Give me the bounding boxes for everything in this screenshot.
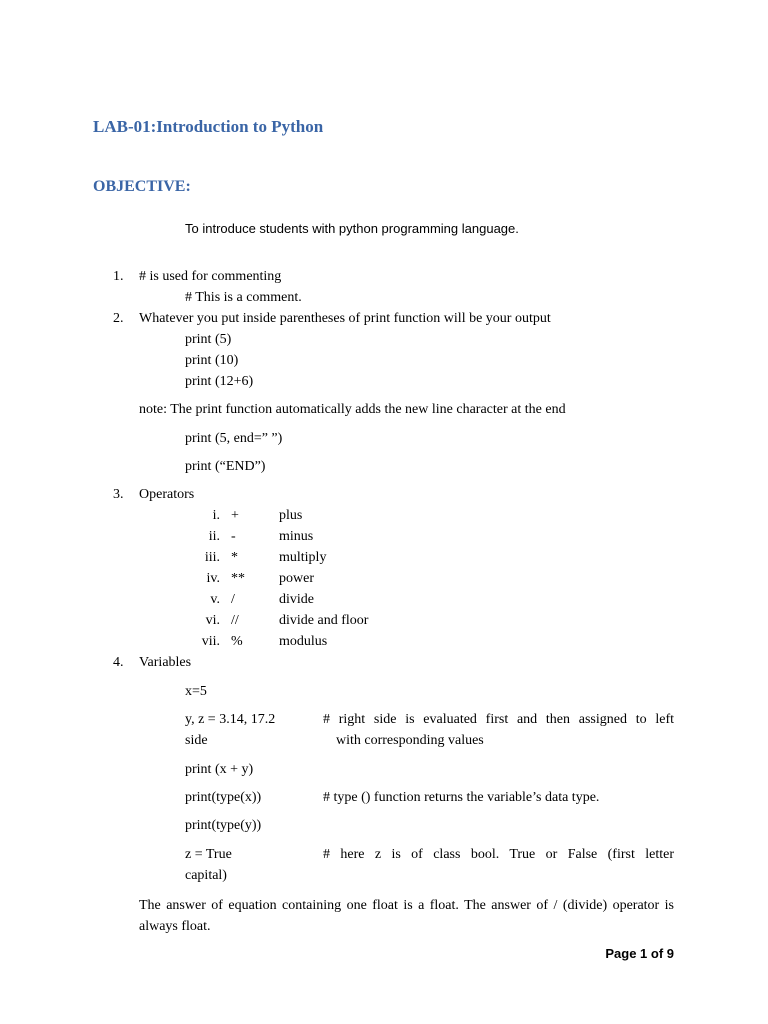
code-line: print (5, end=” ”): [185, 431, 283, 446]
operator-symbol: *: [231, 550, 238, 565]
code-comment-continued: with corresponding values: [336, 733, 484, 748]
roman-numeral: vi.: [205, 613, 220, 628]
roman-numeral: iv.: [206, 571, 220, 586]
list-item-text: # is used for commenting: [139, 269, 282, 284]
operator-symbol: /: [231, 592, 235, 607]
operator-name: plus: [279, 508, 303, 523]
code-line: print (12+6): [185, 374, 254, 389]
code-line: print (“END”): [185, 459, 266, 474]
operator-name: modulus: [279, 634, 328, 649]
roman-numeral: iii.: [204, 550, 220, 565]
list-number: 3.: [113, 487, 124, 502]
operator-symbol: %: [231, 634, 243, 649]
roman-numeral: v.: [210, 592, 220, 607]
operator-symbol: -: [231, 529, 236, 544]
list-number: 2.: [113, 311, 124, 326]
operator-name: divide and floor: [279, 613, 369, 628]
code-comment: # right side is evaluated first and then assigned to left: [323, 712, 674, 727]
code-line: print (5): [185, 332, 232, 347]
objective-heading: OBJECTIVE:: [93, 178, 191, 195]
code-line-continued: side: [185, 733, 208, 748]
operator-name: divide: [279, 592, 314, 607]
list-item-text: Variables: [139, 655, 192, 670]
operator-symbol: **: [231, 571, 245, 586]
list-number: 4.: [113, 655, 124, 670]
operator-symbol: +: [231, 508, 239, 523]
objective-text: To introduce students with python programming language.: [185, 221, 519, 236]
code-line: print (x + y): [185, 762, 254, 777]
list-number: 1.: [113, 269, 124, 284]
note-text: note: The print function automatically adds the new line character at the end: [139, 402, 566, 417]
code-comment: # here z is of class bool. True or False (first letter: [323, 847, 674, 862]
roman-numeral: vii.: [201, 634, 220, 649]
code-comment: # type () function returns the variable’s data type.: [323, 790, 600, 805]
operator-name: minus: [279, 529, 314, 544]
code-example: # This is a comment.: [185, 290, 302, 305]
closing-paragraph: The answer of equation containing one float is a float. The answer of / (divide) operator is always float.: [139, 898, 674, 934]
code-line: x=5: [185, 684, 207, 699]
list-item-text: Whatever you put inside parentheses of print function will be your output: [139, 311, 551, 326]
operator-symbol: //: [231, 613, 239, 628]
operator-name: power: [279, 571, 314, 586]
list-item-text: Operators: [139, 487, 195, 502]
code-line: z = True: [185, 847, 232, 862]
roman-numeral: ii.: [208, 529, 220, 544]
code-line: print(type(y)): [185, 818, 262, 833]
page-number: Page 1 of 9: [605, 946, 674, 961]
page-title: LAB-01:Introduction to Python: [93, 117, 324, 136]
roman-numeral: i.: [212, 508, 220, 523]
code-line: print (10): [185, 353, 239, 368]
code-line: y, z = 3.14, 17.2: [185, 712, 276, 727]
code-line: print(type(x)): [185, 790, 262, 805]
operator-name: multiply: [279, 550, 327, 565]
code-comment-continued: capital): [185, 868, 227, 883]
